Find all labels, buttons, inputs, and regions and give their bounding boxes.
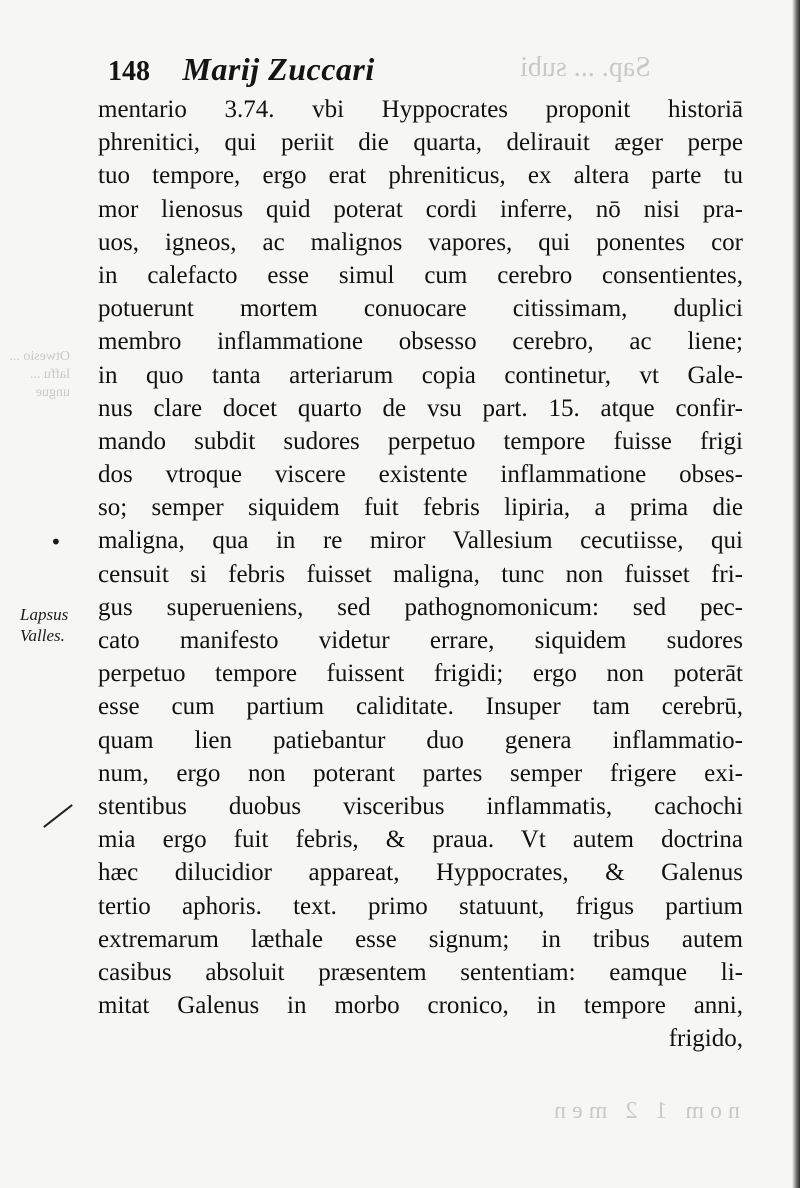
margin-note: Lapsus Valles. bbox=[20, 605, 69, 645]
text-line: perpetuo tempore fuissent frigidi; ergo non poterāt bbox=[98, 660, 743, 688]
running-head: Marij Zuccari bbox=[182, 51, 375, 87]
bleed-through-footer: nom 1 2 men bbox=[548, 1098, 740, 1124]
text-line: phrenitici, qui periit die quarta, delirauit æger perpe bbox=[98, 129, 743, 157]
text-line: mor lienosus quid poterat cordi inferre, nō nisi pra- bbox=[98, 195, 743, 223]
text-line: so; semper siquidem fuit febris lipiria, a prima die bbox=[98, 494, 743, 522]
margin-pen-stroke bbox=[43, 804, 73, 828]
text-line: mando subdit sudores perpetuo tempore fuisse frigi bbox=[98, 427, 743, 455]
text-line: potuerunt mortem conuocare citissimam, duplici bbox=[98, 295, 743, 323]
text-line: num, ergo non poterant partes semper frigere exi- bbox=[98, 759, 743, 787]
text-line: uos, igneos, ac malignos vapores, qui ponentes cor bbox=[98, 228, 743, 256]
text-line: hæc dilucidior appareat, Hyppocrates, & Galenus bbox=[98, 859, 743, 887]
text-line: in quo tanta arteriarum copia continetur, vt Gale- bbox=[98, 361, 743, 389]
text-line: gus superueniens, sed pathognomonicum: sed pec- bbox=[98, 593, 743, 621]
text-line: quam lien patiebantur duo genera inflammatio- bbox=[98, 726, 743, 754]
text-line: cato manifesto videtur errare, siquidem sudores bbox=[98, 627, 743, 654]
text-line: esse cum partium caliditate. Insuper tam cerebrū, bbox=[98, 693, 743, 721]
text-line: membro inflammatione obsesso cerebro, ac liene; bbox=[98, 328, 743, 356]
page-number: 148 bbox=[108, 56, 150, 87]
bleed-through-header: Sap. ... subi bbox=[520, 52, 651, 83]
text-line: casibus absoluit præsentem sententiam: eamque li- bbox=[98, 958, 743, 986]
text-line: extremarum læthale esse signum; in tribus autem bbox=[98, 925, 743, 953]
text-line: in calefacto esse simul cum cerebro consentientes, bbox=[98, 261, 743, 289]
text-line: tertio aphoris. text. primo statuunt, frigus partium bbox=[98, 892, 743, 920]
scan-edge-shadow bbox=[792, 0, 800, 1188]
body-text bbox=[98, 93, 743, 1055]
text-line: mentario 3.74. vbi Hyppocrates proponit historiā bbox=[98, 96, 743, 123]
text-line: dos vtroque viscere existente inflammatione obses- bbox=[98, 461, 743, 489]
text-line: maligna, qua in re miror Vallesium cecutiisse, qui bbox=[98, 527, 743, 555]
margin-bullet-mark: • bbox=[50, 530, 62, 554]
text-line: mitat Galenus in morbo cronico, in tempore anni, bbox=[98, 992, 743, 1020]
text-line: tuo tempore, ergo erat phreniticus, ex altera parte tu bbox=[98, 162, 743, 190]
catchword: frigido, bbox=[668, 1025, 743, 1053]
text-line: nus clare docet quarto de vsu part. 15. atque confir- bbox=[98, 394, 743, 422]
bleed-through-margin: Otwesio ... laffu ... ungue bbox=[9, 349, 70, 400]
text-line: censuit si febris fuisset maligna, tunc non fuisset fri- bbox=[98, 560, 743, 588]
text-line: mia ergo fuit febris, & praua. Vt autem doctrina bbox=[98, 826, 743, 854]
page-header bbox=[108, 45, 375, 93]
text-line: stentibus duobus visceribus inflammatis, cachochi bbox=[98, 792, 743, 820]
